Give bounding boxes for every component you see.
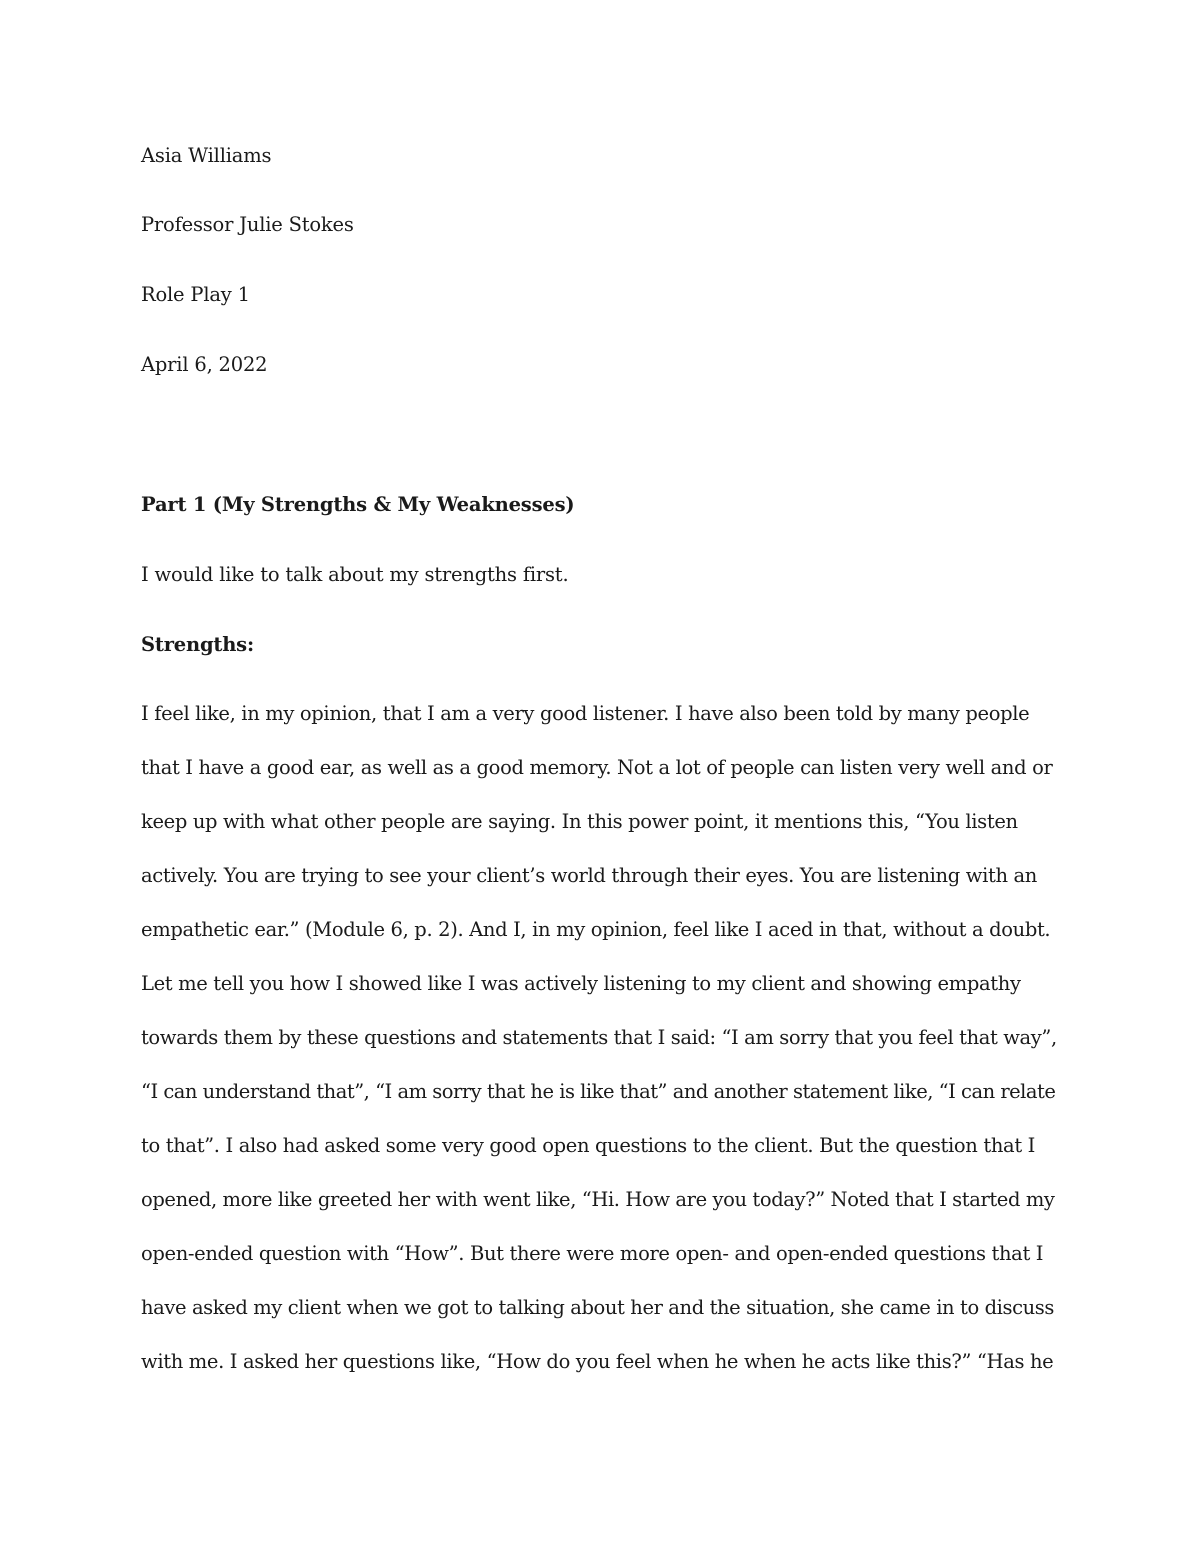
paragraph-line: actively. You are trying to see your client’s world through their eyes. You are listening with an — [141, 864, 1038, 887]
paragraph-line: Let me tell you how I showed like I was actively listening to my client and showing empathy — [141, 972, 1021, 995]
paragraph-line: I feel like, in my opinion, that I am a very good listener. I have also been told by many people — [141, 702, 1030, 725]
paragraph-line: have asked my client when we got to talking about her and the situation, she came in to discuss — [141, 1296, 1055, 1319]
paragraph-line: that I have a good ear, as well as a good memory. Not a lot of people can listen very well and or — [141, 756, 1053, 779]
section-heading: Part 1 (My Strengths & My Weaknesses) — [141, 493, 575, 516]
professor-name: Professor Julie Stokes — [141, 213, 354, 236]
author-name: Asia Williams — [141, 144, 272, 167]
strengths-subheading: Strengths: — [141, 633, 254, 656]
assignment-title: Role Play 1 — [141, 283, 250, 306]
paragraph-line: keep up with what other people are saying. In this power point, it mentions this, “You listen — [141, 810, 1018, 833]
paragraph-line: “I can understand that”, “I am sorry that he is like that” and another statement like, “I can relate — [141, 1080, 1056, 1103]
paragraph-line: to that”. I also had asked some very good open questions to the client. But the question that I — [141, 1134, 1036, 1157]
paragraph-line: with me. I asked her questions like, “How do you feel when he when he acts like this?” “Has he — [141, 1350, 1054, 1373]
paragraph-line: towards them by these questions and statements that I said: “I am sorry that you feel that way”, — [141, 1026, 1057, 1049]
paragraph-line: open-ended question with “How”. But there were more open- and open-ended questions that I — [141, 1242, 1044, 1265]
intro-paragraph: I would like to talk about my strengths first. — [141, 563, 569, 586]
paragraph-line: empathetic ear.” (Module 6, p. 2). And I, in my opinion, feel like I aced in that, without a doubt. — [141, 918, 1051, 941]
paragraph-line: opened, more like greeted her with went like, “Hi. How are you today?” Noted that I started my — [141, 1188, 1055, 1211]
document-date: April 6, 2022 — [141, 353, 268, 376]
